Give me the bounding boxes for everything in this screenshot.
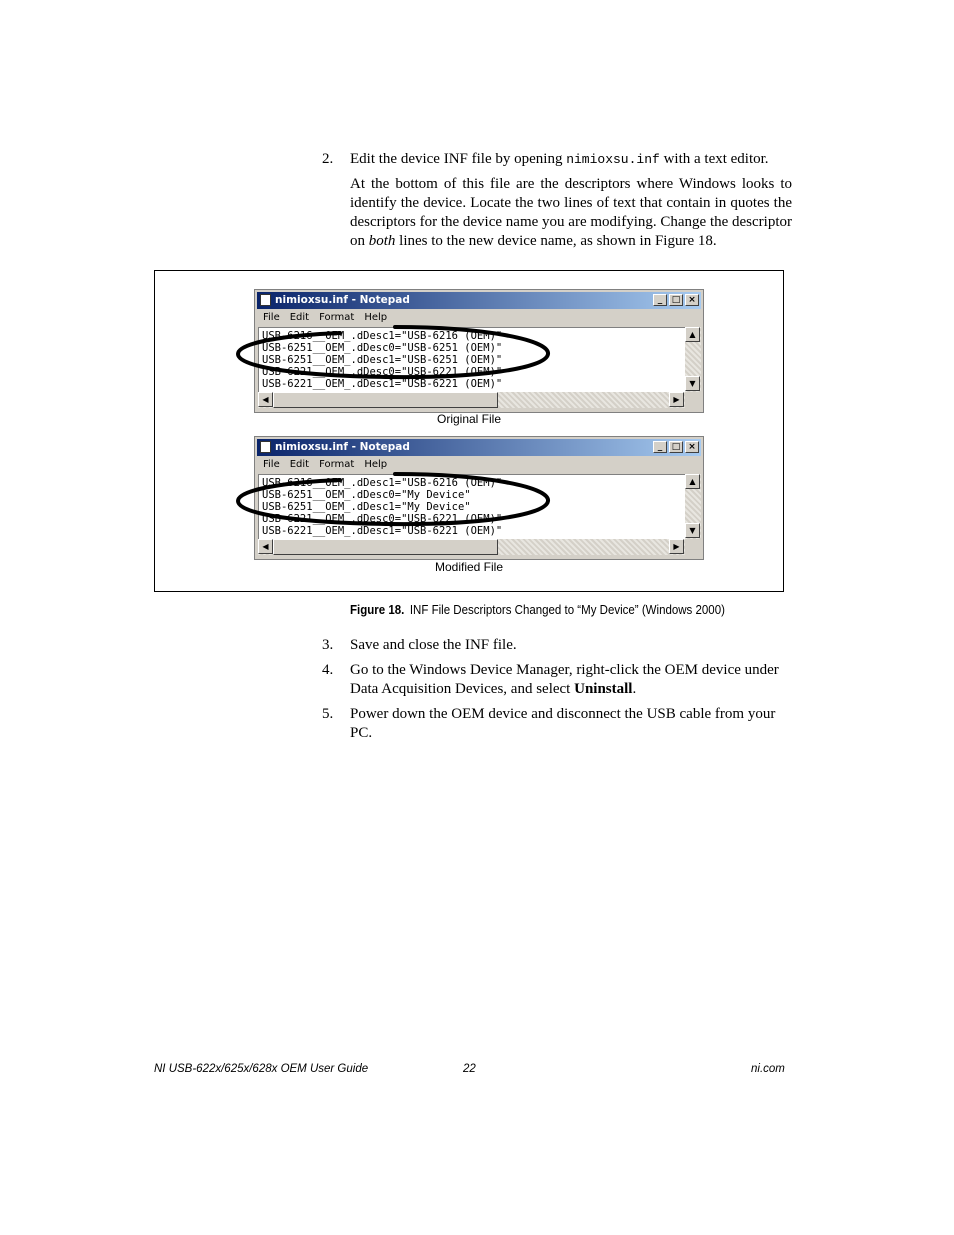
step-number: 5.	[322, 706, 334, 722]
modified-file-label: Modified File	[434, 560, 504, 574]
close-icon[interactable]: ×	[685, 294, 699, 306]
title-bar	[257, 439, 701, 456]
step-2	[322, 150, 792, 251]
footer-title: NI USB-622x/625x/628x OEM User Guide	[154, 1063, 369, 1075]
text-line: USB-6251__OEM_.dDesc0="USB-6251 (OEM)"	[262, 342, 503, 354]
menu-format[interactable]: Format	[319, 312, 355, 323]
notepad-icon	[260, 294, 271, 306]
text-line: USB-6216__OEM_.dDesc1="USB-6216 (OEM)"	[262, 477, 503, 489]
step-2-para-text: At the bottom of this file are the descriptors where Windows looks to identify the device. Locate the two lines of text that contain in quotes the descriptors for the device name you are modifying. Change the descriptor on	[350, 176, 792, 249]
text-line: USB-6221__OEM_.dDesc1="USB-6221 (OEM)"	[262, 378, 503, 390]
highlight-oval-original	[230, 322, 560, 382]
text-line: USB-6221__OEM_.dDesc0="USB-6221 (OEM)"	[262, 366, 503, 378]
step-3	[322, 636, 792, 655]
step-4-text-start: Go to the Windows Device Manager, right-click the OEM device under Data Acquisition Devices, and select	[350, 662, 779, 697]
step-4	[322, 661, 792, 699]
arrow-left-icon[interactable]: ◀	[258, 392, 273, 407]
vertical-scrollbar[interactable]	[685, 327, 701, 392]
step-4-text	[350, 661, 792, 699]
step-2-emphasis: both	[368, 233, 396, 249]
minimize-icon[interactable]: _	[653, 294, 667, 306]
window-title: nimioxsu.inf - Notepad	[275, 294, 410, 306]
menu-edit[interactable]: Edit	[289, 459, 310, 470]
horizontal-scrollbar[interactable]	[258, 539, 685, 555]
resize-grip-icon[interactable]	[685, 539, 701, 555]
step-2-para-text-end: lines to the new device name, as shown in Figure 18.	[395, 233, 717, 249]
figure-number: Figure 18.	[350, 603, 405, 617]
step-number: 3.	[322, 637, 334, 653]
resize-grip-icon[interactable]	[685, 392, 701, 408]
horizontal-scrollbar[interactable]	[258, 392, 685, 408]
step-2-lead-text: Edit the device INF file by opening	[350, 151, 567, 167]
step-5-text: Power down the OEM device and disconnect the USB cable from your PC.	[350, 706, 776, 741]
text-line: USB-6221__OEM_.dDesc1="USB-6221 (OEM)"	[262, 525, 503, 537]
step-4-text-end: .	[632, 681, 637, 697]
step-number: 4.	[322, 662, 334, 678]
arrow-up-icon[interactable]: ▲	[685, 327, 700, 342]
maximize-icon[interactable]: □	[669, 294, 683, 306]
step-2-lead-text-end: with a text editor.	[659, 151, 769, 167]
maximize-icon[interactable]: □	[669, 441, 683, 453]
page-number: 22	[463, 1063, 476, 1075]
footer-url: ni.com	[751, 1063, 785, 1075]
uninstall-command: Uninstall	[574, 681, 633, 697]
menu-help[interactable]: Help	[364, 459, 388, 470]
step-5	[322, 705, 792, 743]
step-3-text: Save and close the INF file.	[350, 637, 517, 653]
minimize-icon[interactable]: _	[653, 441, 667, 453]
title-bar	[257, 292, 701, 309]
arrow-left-icon[interactable]: ◀	[258, 539, 273, 554]
step-2-lead	[350, 150, 792, 169]
arrow-down-icon[interactable]: ▼	[685, 523, 700, 538]
step-number: 2.	[322, 151, 334, 167]
menu-edit[interactable]: Edit	[289, 312, 310, 323]
menu-file[interactable]: File	[263, 459, 280, 470]
text-line: USB-6251__OEM_.dDesc1="USB-6251 (OEM)"	[262, 354, 503, 366]
notepad-icon	[260, 441, 271, 453]
menu-file[interactable]: File	[263, 312, 280, 323]
close-icon[interactable]: ×	[685, 441, 699, 453]
menu-help[interactable]: Help	[364, 312, 388, 323]
arrow-right-icon[interactable]: ▶	[669, 392, 684, 407]
vertical-scrollbar[interactable]	[685, 474, 701, 539]
text-line: USB-6216__OEM_.dDesc1="USB-6216 (OEM)"	[262, 330, 503, 342]
window-title: nimioxsu.inf - Notepad	[275, 441, 410, 453]
highlight-oval-modified	[230, 469, 560, 529]
arrow-down-icon[interactable]: ▼	[685, 376, 700, 391]
figure-caption-text: INF File Descriptors Changed to “My Device” (Windows 2000)	[409, 603, 725, 617]
text-line: USB-6251__OEM_.dDesc0="My Device"	[262, 489, 471, 501]
text-line: USB-6251__OEM_.dDesc1="My Device"	[262, 501, 471, 513]
text-line: USB-6221__OEM_.dDesc0="USB-6221 (OEM)"	[262, 513, 503, 525]
arrow-right-icon[interactable]: ▶	[669, 539, 684, 554]
scroll-thumb[interactable]	[273, 392, 498, 408]
menu-format[interactable]: Format	[319, 459, 355, 470]
arrow-up-icon[interactable]: ▲	[685, 474, 700, 489]
step-2-paragraph	[350, 175, 792, 251]
original-file-label: Original File	[436, 412, 502, 426]
figure-caption	[350, 603, 725, 617]
scroll-thumb[interactable]	[273, 539, 498, 555]
file-name-code: nimioxsu.inf	[566, 152, 660, 167]
